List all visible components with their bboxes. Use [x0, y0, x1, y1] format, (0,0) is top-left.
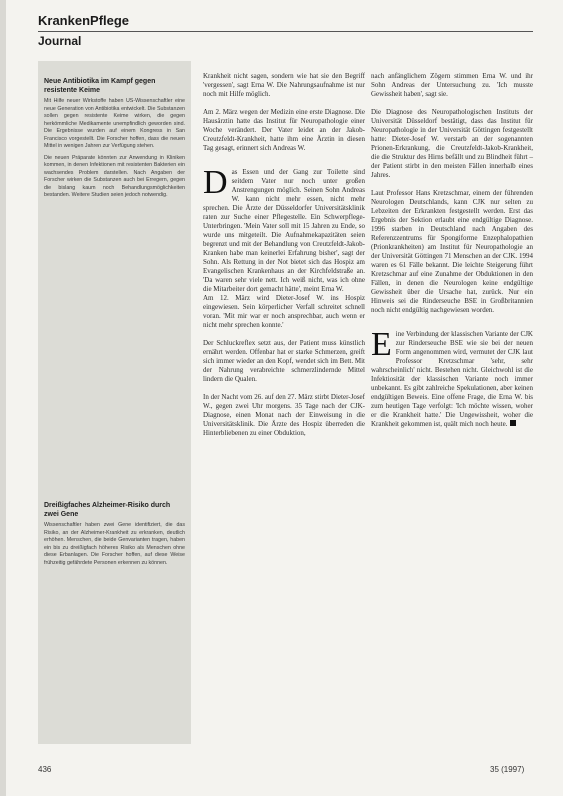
- sidebar-headline: Neue Antibiotika im Kampf gegen resistente Keime: [44, 78, 156, 94]
- sidebar-article-alzheimer: [44, 501, 185, 567]
- page-edge: [0, 0, 6, 796]
- column-text: Krankheit nicht sagen, sondern wie hat sie den Begriff 'vergessen', sagt Erna W. Die Nahrungsaufnahme ist nur noch mit Hilfe möglich. Am 2. März wegen der Medizin eine erste Diagnose. Die Hausärztin hatte das Institut für Neuropathologie einer Woche verändert. Der Vater leidet an der Jakob-Creutzfeldt-Krankheit, hatte ihm eine Ärztin in diesen Tag gesagt, erinnert sich Andreas W.: [203, 72, 365, 152]
- article-column-2: [371, 72, 533, 429]
- page-number: 436: [38, 765, 52, 774]
- sidebar-article-antibiotics: [44, 77, 185, 200]
- section-title: KrankenPflege: [38, 13, 130, 28]
- column-text: nach anfänglichem Zögern stimmen Erna W. und ihr Sohn Andreas der Untersuchung zu. 'Ich musste Gewissheit haben', sagt sie. Die Diagnose des Neuropathologischen Instituts der Universität Düsseldorf bestätigt, dass das Institut für Neuropathologie in der Universität Göttingen festgestellt hatte: Dieter-Josef W. verstarb an der sogenannten Prionen-Erkrankung, die Creutzfeldt-Jakob-Krankheit, die die Struktur des Hirns befällt und zu Blindheit führt – der Patient stirbt in den meisten Fällen innerhalb eines Jahres. Laut Professor Hans Kretzschmar, einem der führenden Neurologen Deutschlands, kann CJK nur selten zu Lebzeiten der Erkrankten festgestellt werden. Erst das Ergebnis der Sektion erlaubt eine endgültige Diagnose. 1996 starben in Deutschland nach Angaben des Referenzzentrums für Spongiforme Enzephalopathien (Prionkrankheiten) am Institut für Neuropathologie an der Universität Göttingen 71 Menschen an der CJK. 1994 waren es 61 Fälle bekannt. Die leichte Steigerung führt Kretzschmar auf eine Zunahme der Obduktionen in den Fällen, in denen die Neurologen keine endgültige Gewissheit über die Ursache hat, zurück. Nur ein Hinweis sei die Rinderseuche BSE in Großbritannien noch nicht endgültig nachgewiesen worden.: [371, 72, 533, 314]
- article-column-1: [203, 72, 365, 438]
- sidebar-paragraph: Mit Hilfe neuer Wirkstoffe haben US-Wissenschaftler eine neue Generation von Antibiotika entwickelt. Die Substanzen sollen gegen resistente Keime wirken, die gegen herkömmliche Medikamente unempfindlich geworden sind. Die Ergebnisse wurden auf einem Kongress in San Francisco vorgestellt. Die Forscher hoffen, dass die neuen Mittel in wenigen Jahren zur Verfügung stehen.: [44, 98, 185, 149]
- drop-cap: E: [371, 326, 392, 363]
- journal-title: Journal: [38, 34, 82, 48]
- drop-cap: D: [203, 164, 228, 201]
- sidebar-headline: Dreißigfaches Alzheimer-Risiko durch zwei Gene: [44, 502, 171, 518]
- sidebar-box: [38, 61, 191, 744]
- end-mark-icon: [510, 420, 516, 426]
- page-header: [38, 13, 538, 48]
- column-text: ine Verbindung der klassischen Variante der CJK zur Rinderseuche BSE wie sie bei der neuen Form angenommen wird, vermutet der CJK laut Professor Kretzschmar 'sehr, sehr wahrscheinlich' nicht. Bestehen nicht. Gleichwohl ist die Infektiosität der klassischen Variante noch immer unbekannt. Es gibt zahlreiche Spekulationen, aber keinen endgültigen Beweis. Eine offene Frage, die Erna W. bis zum heutigen Tage verfolgt: 'Ich möchte wissen, woher er die Krankheit hatte.' Die Ungewissheit, woher die Krankheit gekommen ist, quält mich noch heute.: [371, 330, 533, 428]
- sidebar-paragraph: Die neuen Präparate könnten zur Anwendung in Kliniken kommen, in denen Infektionen mit resistenten Bakterien ein wachsendes Problem darstellen. Nach Angaben der Forscher wirken die Substanzen auch bei Erregern, gegen die bislang kaum noch Behandlungsmöglichkeiten bestanden. Weitere Studien seien jedoch notwendig.: [44, 154, 185, 198]
- header-rule: [38, 31, 533, 32]
- column-text-dropcap: [203, 159, 365, 438]
- column-text-dropcap: [371, 321, 533, 429]
- issue-number: 35 (1997): [490, 765, 525, 774]
- sidebar-paragraph: Wissenschaftler haben zwei Gene identifiziert, die das Risiko, an der Alzheimer-Krankheit zu erkranken, deutlich erhöhen. Menschen, die beide Genvarianten tragen, haben ein bis zu dreißigfach höheres Risiko als Menschen ohne diese Erbanlagen. Die Forscher hoffen, auf diese Weise frühzeitig gefährdete Personen erkennen zu können.: [44, 522, 185, 566]
- column-text: as Essen und der Gang zur Toilette sind seitdem Vater nur noch unter großen Anstrengungen möglich. Seinen Sohn Andreas W. kann nicht mehr essen, nicht mehr sprechen. Die Ärzte der Düsseldorfer Universitätsklinik raten zur Suche einer Pflegestelle. Ein Schwerpflege-Unterbringen. 'Mein Vater soll mit 15 Jahren zu Ende, so wurde uns mitgeteilt. Die Aufnahmekapazitäten seien begrenzt und mit der Behandlung von Creutzfeldt-Jakob-Kranken habe man keinerlei Erfahrung bisher', sagt der Sohn. Als Rettung in der Not bietet sich das Hospiz am Evangelischen Krankenhaus an der Kirchfeldstraße an. 'Da waren sehr viele nett. Ich weiß nicht, was ich ohne die Mitarbeiter dort gemacht hätte', meint Erna W. Am 12. März wird Dieter-Josef W. ins Hospiz eingewiesen. Sein körperlicher Verfall schreitet schnell voran. 'Mit mir war er noch ansprechbar, auch wenn er nicht mehr sprechen konnte.' Der Schluckreflex setzt aus, der Patient muss künstlich ernährt werden. Offenbar hat er starke Schmerzen, greift sich immer wieder an den Kopf, wendet sich im Bett. Mit der Nahrung verabreichte schmerzlindernde Mittel lindern die Qualen. In der Nacht vom 26. auf den 27. März stirbt Dieter-Josef W., gegen zwei Uhr morgens. 35 Tage nach der CJK-Diagnose, einen Monat nach der Einweisung in die Universitätsklinik. Die Ärzte des Hospiz überreden die Hinterbliebenen zu einer Obduktion,: [203, 168, 365, 437]
